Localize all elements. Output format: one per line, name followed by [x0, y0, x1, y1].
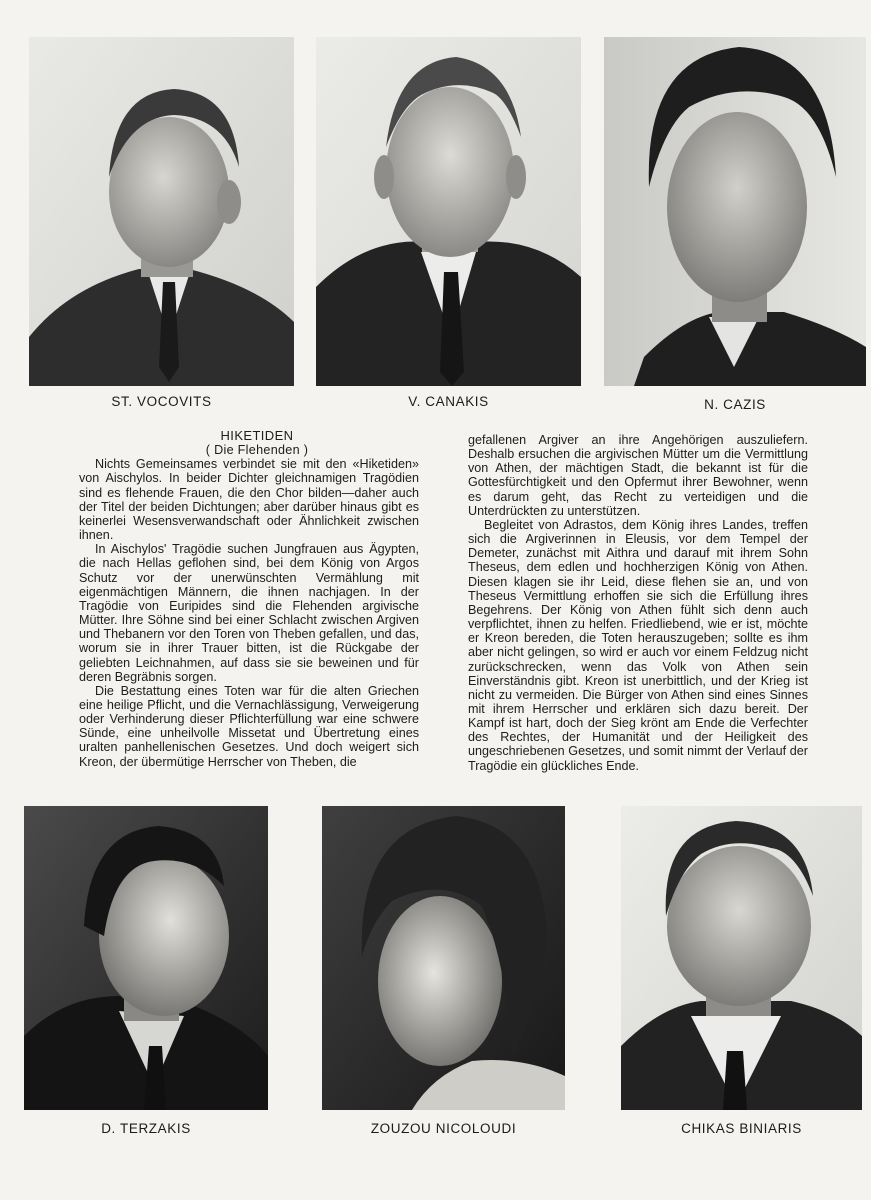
- portrait-photo-terzakis: [24, 806, 268, 1110]
- article-paragraph: Die Bestattung eines Toten war für die alten Griechen eine heilige Pflicht, und die Vernachlässigung, Verweigerung oder Verhinderung dieser Pflichterfüllung war eine schwere Sünde, eine unheilvolle Missetat und Übertretung eines uralten panhellenischen Gesetzes. Und doch weigert sich Kreon, der übermütige Herrscher von Theben, die: [79, 683, 419, 769]
- portrait-caption-nicoloudi: ZOUZOU NICOLOUDI: [370, 1121, 517, 1136]
- portrait-image: [29, 37, 294, 386]
- article-paragraph: In Aischylos' Tragödie suchen Jungfrauen aus Ägypten, die nach Hellas geflohen sind, bei dem König von Argos Schutz vor der unerwünschten Vermählung mit eigenmächtigen Männern, die ihnen nachjagen. In der Tragödie von Euripides sind die Flehenden argivische Mütter. Ihre Söhne sind bei einer Schlacht zwischen Argiven und Thebanern vor den Toren von Theben gefallen, und das, worum sie in ihrer Trauer bitten, ist die Rückgabe der geliebten Leichnahmen, auf dass sie sie beweinen und für deren Begräbnis sorgen.: [79, 542, 419, 684]
- portrait-caption-canakis: V. CANAKIS: [408, 394, 489, 409]
- article-paragraph: Begleitet von Adrastos, dem König ihres Landes, treffen sich die Argiverinnen in Eleusis, vor dem Tempel der Demeter, zunächst mit Aithra und darauf mit ihrem Sohn Theseus, dem edlen und hochherzigen König von Athen. Diesen klagen sie ihr Leid, diese flehen sie an, und von Theseus Vermittlung erhoffen sie sich die Erfüllung ihres Begehrens. Der König von Athen fühlt sich denn auch verpflichtet, ihnen zu helfen. Friedliebend, wie er ist, möchte er Kreon bereden, die Toten herauszugeben; sollte es ihm aber nicht gelingen, so wird er auch vor einem Feldzug nicht zurückschrecken, wenn das Volk von Athen sein Einverständnis gibt. Kreon ist unerbittlich, und der Krieg ist nicht zu vermeiden. Die Bürger von Athen sind eines Sinnes mit ihrem Herrscher und erklären sich dazu bereit. Der Kampf ist hart, doch der Sieg krönt am Ende die Verfechter des Rechtes, der Humanität und der Heiligkeit des ungeschriebenen Gesetzes, und somit nimmt der Verlauf der Tragödie ein glückliches Ende.: [468, 517, 808, 773]
- portrait-caption-terzakis: D. TERZAKIS: [101, 1121, 191, 1136]
- portrait-photo-biniaris: [621, 806, 862, 1110]
- portrait-image: [316, 37, 581, 386]
- portrait-caption-biniaris: CHIKAS BINIARIS: [681, 1121, 802, 1136]
- portrait-caption-vocovits: ST. VOCOVITS: [111, 394, 212, 409]
- portrait-photo-nicoloudi: [322, 806, 565, 1110]
- article-subtitle: ( Die Flehenden ): [205, 443, 309, 458]
- article-paragraph: Nichts Gemeinsames verbindet sie mit den «Hiketiden» von Aischylos. In beider Dichter gleichnamigen Tragödien sind es flehende Frauen, die den Chor bilden—daher auch der Titel der beiden Dichtungen; aber darüber hinaus gibt es keinerlei Wesensverwandschaft oder Ähnlichkeit zwischen ihnen.: [79, 457, 419, 543]
- portrait-photo-cazis: [604, 37, 866, 386]
- article-title: HIKETIDEN: [220, 428, 294, 443]
- portrait-photo-vocovits: [29, 37, 294, 386]
- portrait-photo-canakis: [316, 37, 581, 386]
- portrait-image: [604, 37, 866, 386]
- portrait-image: [24, 806, 268, 1110]
- portrait-image: [322, 806, 565, 1110]
- article-left-column: [79, 429, 419, 769]
- portrait-image: [621, 806, 862, 1110]
- article-right-column: [468, 433, 808, 773]
- portrait-caption-cazis: N. CAZIS: [704, 397, 766, 412]
- article-paragraph: gefallenen Argiver an ihre Angehörigen auszuliefern. Deshalb ersuchen die argivischen Mütter um die Vermittlung von Athen, der mächtigen Stadt, die bekannt ist für die Gottesfürchtigkeit und den Opfermut ihrer Bewohner, wenn es darum geht, das Recht zu verteidigen und die Unterdrückten zu unterstützen.: [468, 433, 808, 518]
